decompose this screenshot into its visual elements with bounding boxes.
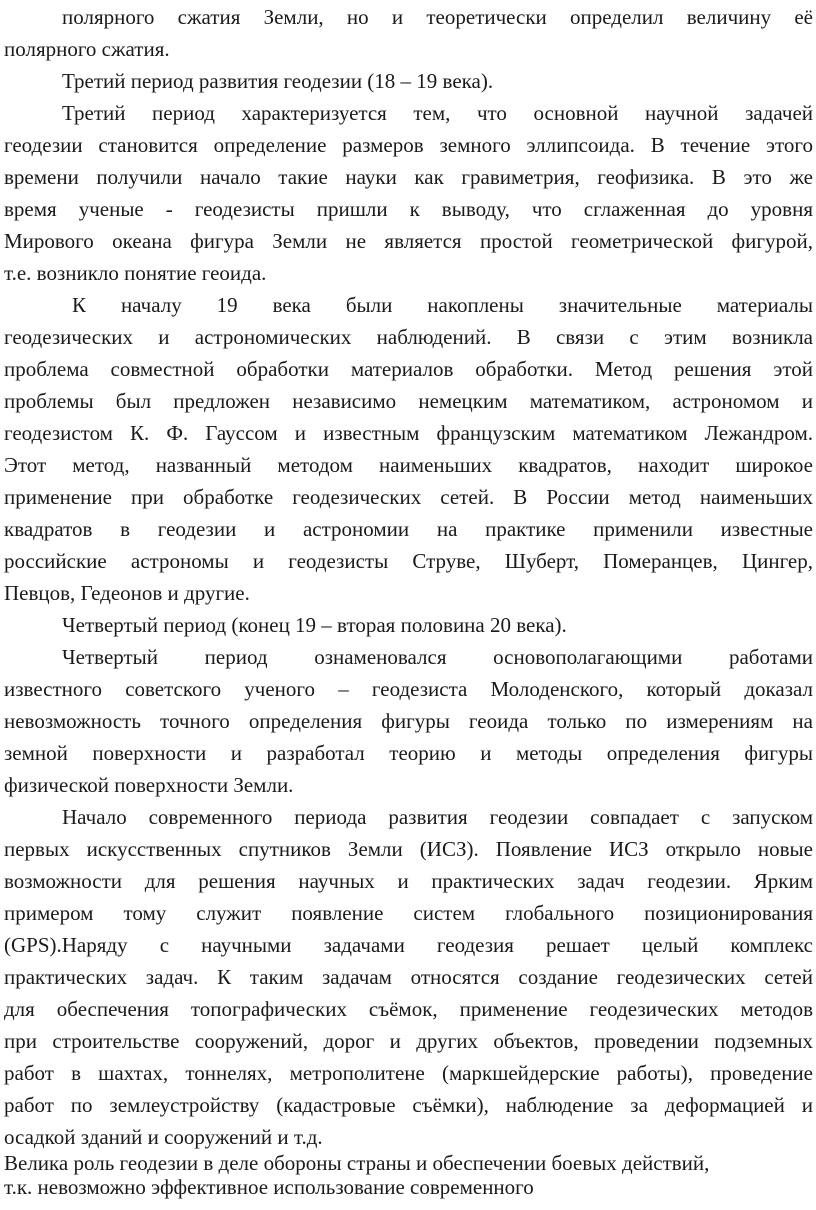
text-line: Начало современного периода развития геодезии совпадает с запуском <box>62 805 813 829</box>
section-heading: Четвертый период (конец 19 – вторая половина 20 века). <box>62 613 567 637</box>
text-line: время ученые - геодезисты пришли к выводу, что сглаженная до уровня <box>4 197 813 221</box>
text-line: возможности для решения научных и практических задач геодезии. Ярким <box>4 869 813 893</box>
text-line: геодезических и астрономических наблюдений. В связи с этим возникла <box>4 325 813 349</box>
text-line: проблемы был предложен независимо немецким математиком, астрономом и <box>4 389 813 413</box>
text-line: первых искусственных спутников Земли (ИСЗ). Появление ИСЗ открыло новые <box>4 837 813 861</box>
text-line: при строительстве сооружений, дорог и других объектов, проведении подземных <box>4 1029 813 1053</box>
text-line: земной поверхности и разработал теорию и методы определения фигуры <box>4 741 813 765</box>
text-line: работ в шахтах, тоннелях, метрополитене (маркшейдерские работы), проведение <box>4 1061 813 1085</box>
text-line: Певцов, Гедеонов и другие. <box>4 581 250 605</box>
text-line: применение при обработке геодезических сетей. В России метод наименьших <box>4 485 813 509</box>
text-line: квадратов в геодезии и астрономии на практике применили известные <box>4 517 813 541</box>
text-line: примером тому служит появление систем глобального позиционирования <box>4 901 813 925</box>
text-line: Велика роль геодезии в деле обороны страны и обеспечении боевых действий, <box>4 1151 710 1175</box>
text-line: осадкой зданий и сооружений и т.д. <box>4 1125 323 1149</box>
text-line: времени получили начало такие науки как гравиметрия, геофизика. В это же <box>4 165 813 189</box>
text-line: Этот метод, названный методом наименьших квадратов, находит широкое <box>4 453 813 477</box>
text-line: полярного сжатия Земли, но и теоретически определил величину её <box>62 5 813 29</box>
text-line: К началу 19 века были накоплены значительные материалы <box>72 293 813 317</box>
text-line: геодезии становится определение размеров земного эллипсоида. В течение этого <box>4 133 813 157</box>
text-line: Мирового океана фигура Земли не является простой геометрической фигурой, <box>4 229 813 253</box>
text-line: практических задач. К таким задачам относятся создание геодезических сетей <box>4 965 813 989</box>
text-line: Третий период характеризуется тем, что основной научной задачей <box>62 101 813 125</box>
text-line: известного советского ученого – геодезиста Молоденского, который доказал <box>4 677 813 701</box>
text-line: т.к. невозможно эффективное использование современного <box>4 1175 534 1199</box>
text-line: Четвертый период ознаменовался основополагающими работами <box>62 645 813 669</box>
text-line: невозможность точного определения фигуры геоида только по измерениям на <box>4 709 813 733</box>
text-line: (GPS).Наряду с научными задачами геодезия решает целый комплекс <box>4 933 813 957</box>
text-line: т.е. возникло понятие геоида. <box>4 261 267 285</box>
text-line: российские астрономы и геодезисты Струве, Шуберт, Померанцев, Цингер, <box>4 549 813 573</box>
text-line: для обеспечения топографических съёмок, применение геодезических методов <box>4 997 813 1021</box>
text-line: работ по землеустройству (кадастровые съёмки), наблюдение за деформацией и <box>4 1093 813 1117</box>
text-line: проблема совместной обработки материалов обработки. Метод решения этой <box>4 357 813 381</box>
text-line: геодезистом К. Ф. Гауссом и известным французским математиком Лежандром. <box>4 421 813 445</box>
text-line: физической поверхности Земли. <box>4 773 294 797</box>
section-heading: Третий период развития геодезии (18 – 19 века). <box>62 69 494 93</box>
text-line: полярного сжатия. <box>4 37 170 61</box>
